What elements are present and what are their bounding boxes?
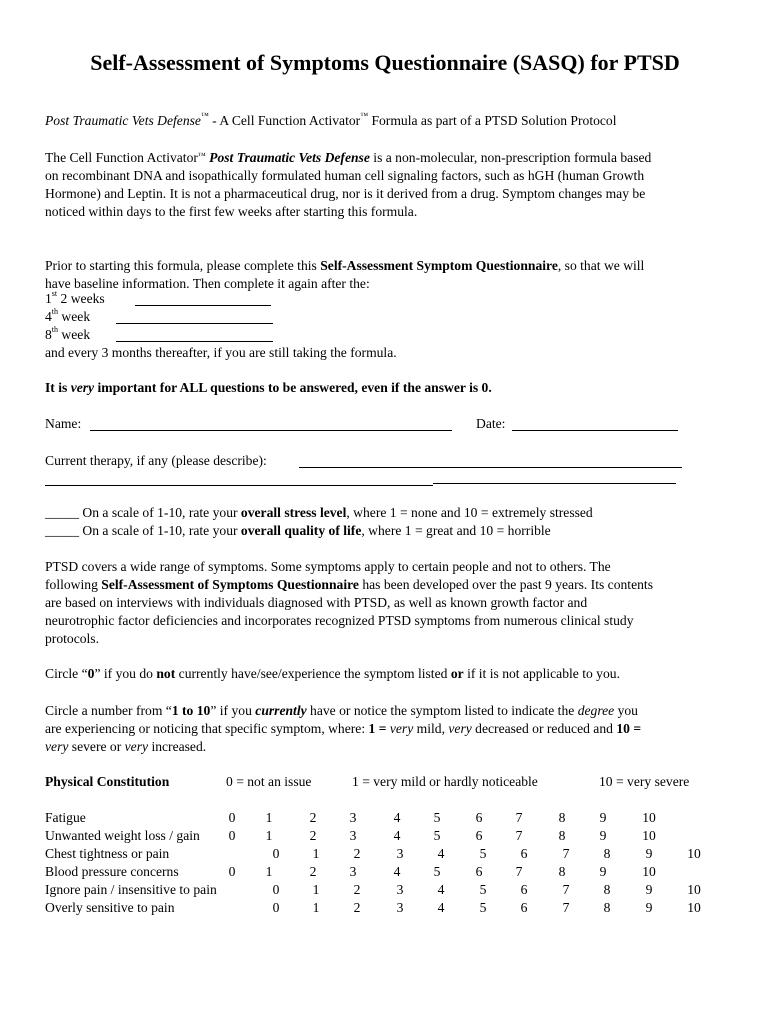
rating-option-7[interactable]: 7 xyxy=(515,810,523,825)
rating-option-8[interactable]: 8 xyxy=(558,810,566,825)
rating-option-4[interactable]: 4 xyxy=(393,864,401,879)
therapy-field[interactable] xyxy=(299,467,682,468)
rating-option-3[interactable]: 3 xyxy=(396,846,404,861)
symptom-label: Chest tightness or pain xyxy=(45,846,170,861)
date-field[interactable] xyxy=(512,430,678,431)
symptom-row xyxy=(0,864,770,882)
rating-option-7[interactable]: 7 xyxy=(562,882,570,897)
symptom-label: Fatigue xyxy=(45,810,86,825)
symptom-label: Overly sensitive to pain xyxy=(45,900,175,915)
symptom-label: Unwanted weight loss / gain xyxy=(45,828,200,843)
rating-option-9[interactable]: 9 xyxy=(645,882,653,897)
symptom-row xyxy=(0,846,770,864)
symptom-row xyxy=(0,900,770,918)
rating-option-0[interactable]: 0 xyxy=(228,864,236,879)
rating-option-8[interactable]: 8 xyxy=(558,864,566,879)
prior-paragraph: Prior to starting this formula, please complete this Self-Assessment Symptom Questionnaire, so that we will have baseline information. Then complete it again after the: xyxy=(45,258,645,291)
rating-option-1[interactable]: 1 xyxy=(265,864,273,879)
rating-option-3[interactable]: 3 xyxy=(349,864,357,879)
rating-option-7[interactable]: 7 xyxy=(515,864,523,879)
rating-option-6[interactable]: 6 xyxy=(475,828,483,843)
rating-option-5[interactable]: 5 xyxy=(433,828,441,843)
rating-option-5[interactable]: 5 xyxy=(479,846,487,861)
circle-range-instruction: Circle a number from “1 to 10” if you currently have or notice the symptom listed to indicate the degree you are experiencing or noticing that specific symptom, where: 1 = very mild, very decreased or reduced and 10 = very severe or very increased. xyxy=(45,703,642,754)
rating-option-0[interactable]: 0 xyxy=(272,882,280,897)
rating-option-8[interactable]: 8 xyxy=(603,846,611,861)
name-label: Name: xyxy=(45,416,82,431)
rating-option-5[interactable]: 5 xyxy=(433,864,441,879)
rating-option-7[interactable]: 7 xyxy=(562,846,570,861)
prior-closing: and every 3 months thereafter, if you are still taking the formula. xyxy=(45,345,397,360)
rating-option-1[interactable]: 1 xyxy=(312,882,320,897)
rating-option-2[interactable]: 2 xyxy=(353,900,361,915)
rating-option-2[interactable]: 2 xyxy=(309,864,317,879)
rating-option-6[interactable]: 6 xyxy=(475,810,483,825)
legend-one: 1 = very mild or hardly noticeable xyxy=(352,774,538,789)
rating-option-2[interactable]: 2 xyxy=(353,846,361,861)
symptom-label: Blood pressure concerns xyxy=(45,864,179,879)
rating-option-9[interactable]: 9 xyxy=(599,810,607,825)
rating-option-10[interactable]: 10 xyxy=(642,828,656,843)
circle-zero-instruction: Circle “0” if you do not currently have/see/experience the symptom listed or if it is not applicable to you. xyxy=(45,666,620,681)
symptom-row xyxy=(0,810,770,828)
rating-option-1[interactable]: 1 xyxy=(312,846,320,861)
rating-option-0[interactable]: 0 xyxy=(228,810,236,825)
rating-option-4[interactable]: 4 xyxy=(437,900,445,915)
therapy-field-line-2b[interactable] xyxy=(433,483,676,484)
rating-option-8[interactable]: 8 xyxy=(603,882,611,897)
stress-level-scale[interactable]: _____ On a scale of 1-10, rate your overall stress level, where 1 = none and 10 = extremely stressed xyxy=(45,505,593,520)
week-1-line: 1st 2 weeks xyxy=(45,289,105,306)
rating-option-6[interactable]: 6 xyxy=(520,882,528,897)
quality-of-life-scale[interactable]: _____ On a scale of 1-10, rate your overall quality of life, where 1 = great and 10 = horrible xyxy=(45,523,551,538)
rating-option-2[interactable]: 2 xyxy=(309,828,317,843)
rating-option-0[interactable]: 0 xyxy=(228,828,236,843)
rating-option-10[interactable]: 10 xyxy=(687,900,701,915)
rating-option-0[interactable]: 0 xyxy=(272,900,280,915)
rating-option-9[interactable]: 9 xyxy=(599,828,607,843)
subtitle xyxy=(45,113,617,129)
week-1-blank[interactable] xyxy=(135,305,271,306)
product-name: Post Traumatic Vets Defense xyxy=(45,113,201,128)
rating-option-10[interactable]: 10 xyxy=(642,864,656,879)
week-8-line: 8th week xyxy=(45,325,91,342)
therapy-field-line-2[interactable] xyxy=(45,485,433,486)
legend-zero: 0 = not an issue xyxy=(226,774,312,789)
trademark-mark: ™ xyxy=(200,111,209,120)
rating-option-4[interactable]: 4 xyxy=(393,828,401,843)
symptom-row xyxy=(0,882,770,900)
symptom-label: Ignore pain / insensitive to pain xyxy=(45,882,217,897)
rating-option-5[interactable]: 5 xyxy=(433,810,441,825)
rating-option-9[interactable]: 9 xyxy=(599,864,607,879)
name-field[interactable] xyxy=(90,430,452,431)
week-4-blank[interactable] xyxy=(116,323,273,324)
rating-option-4[interactable]: 4 xyxy=(437,846,445,861)
week-4-line: 4th week xyxy=(45,307,91,324)
important-note: It is very important for ALL questions to be answered, even if the answer is 0. xyxy=(45,380,492,395)
rating-option-8[interactable]: 8 xyxy=(603,900,611,915)
rating-option-3[interactable]: 3 xyxy=(396,900,404,915)
rating-option-6[interactable]: 6 xyxy=(475,864,483,879)
rating-option-5[interactable]: 5 xyxy=(479,882,487,897)
rating-option-6[interactable]: 6 xyxy=(520,846,528,861)
rating-option-1[interactable]: 1 xyxy=(312,900,320,915)
rating-option-0[interactable]: 0 xyxy=(272,846,280,861)
rating-option-3[interactable]: 3 xyxy=(396,882,404,897)
rating-option-2[interactable]: 2 xyxy=(309,810,317,825)
rating-option-8[interactable]: 8 xyxy=(558,828,566,843)
date-label: Date: xyxy=(476,416,506,431)
intro-paragraph: The Cell Function Activator™ Post Traumatic Vets Defense is a non-molecular, non-prescription formula based on recombinant DNA and isopathically formulated human cell signaling factors, such as hGH (human Growth Hormone) and Leptin. It is not a pharmaceutical drug, nor is it derived from a drug. Symptom changes may be noticed within days to the first few weeks after starting this formula. xyxy=(45,150,652,219)
subtitle-text: - A Cell Function Activator xyxy=(208,113,361,128)
rating-option-4[interactable]: 4 xyxy=(437,882,445,897)
symptom-row xyxy=(0,828,770,846)
rating-option-1[interactable]: 1 xyxy=(265,810,273,825)
rating-option-7[interactable]: 7 xyxy=(515,828,523,843)
rating-option-5[interactable]: 5 xyxy=(479,900,487,915)
page-title: Self-Assessment of Symptoms Questionnaire (SASQ) for PTSD xyxy=(90,50,680,75)
rating-option-3[interactable]: 3 xyxy=(349,810,357,825)
rating-option-1[interactable]: 1 xyxy=(265,828,273,843)
rating-option-10[interactable]: 10 xyxy=(687,882,701,897)
rating-option-4[interactable]: 4 xyxy=(393,810,401,825)
therapy-label: Current therapy, if any (please describe): xyxy=(45,453,267,468)
rating-option-9[interactable]: 9 xyxy=(645,846,653,861)
rating-option-2[interactable]: 2 xyxy=(353,882,361,897)
subtitle-text: Formula as part of a PTSD Solution Protocol xyxy=(368,113,617,128)
legend-ten: 10 = very severe xyxy=(599,774,690,789)
rating-option-7[interactable]: 7 xyxy=(562,900,570,915)
rating-option-10[interactable]: 10 xyxy=(642,810,656,825)
trademark-mark: ™ xyxy=(360,111,369,120)
rating-option-3[interactable]: 3 xyxy=(349,828,357,843)
rating-option-6[interactable]: 6 xyxy=(520,900,528,915)
section-heading: Physical Constitution xyxy=(45,774,170,789)
rating-option-9[interactable]: 9 xyxy=(645,900,653,915)
ptsd-paragraph: PTSD covers a wide range of symptoms. Some symptoms apply to certain people and not to others. The following Self-Assessment of Symptoms Questionnaire has been developed over the past 9 years. Its contents are based on interviews with individuals diagnosed with PTSD, as well as known growth factor and neurotrophic factor deficiencies and incorporates recognized PTSD symptoms from numerous clinical study protocols. xyxy=(45,559,653,646)
rating-option-10[interactable]: 10 xyxy=(687,846,701,861)
week-8-blank[interactable] xyxy=(116,341,273,342)
